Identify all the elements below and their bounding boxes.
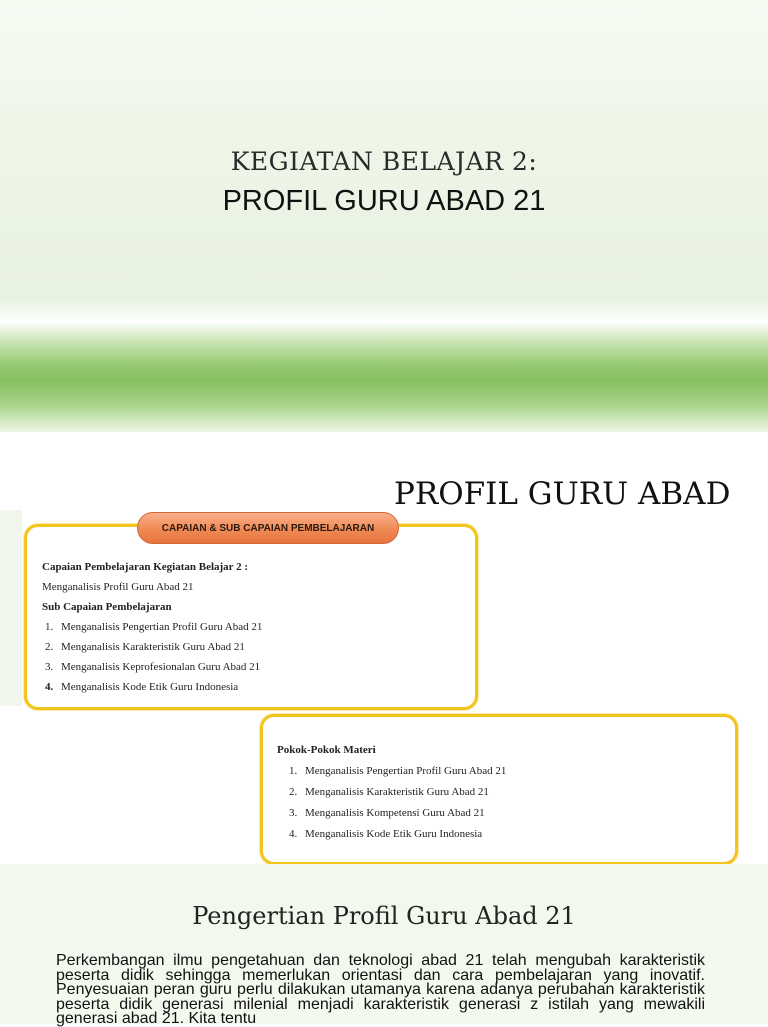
capaian-heading: Capaian Pembelajaran Kegiatan Belajar 2 : [42, 561, 249, 573]
list-text: Menganalisis Pengertian Profil Guru Abad 21 [305, 765, 507, 777]
list-number: 4. [289, 828, 298, 840]
slide-title [0, 0, 768, 432]
slide-heading: Pengertian Profil Guru Abad 21 [192, 902, 576, 930]
pokok-materi-list [277, 765, 717, 849]
list-item [289, 786, 717, 807]
slide-kicker: KEGIATAN BELAJAR 2: [230, 147, 538, 176]
capaian-text: Menganalisis Profil Guru Abad 21 [42, 581, 194, 593]
list-item [289, 765, 717, 786]
list-number: 1. [45, 621, 54, 633]
list-item [45, 641, 462, 661]
slide-heading: PROFIL GURU ABAD [394, 476, 731, 512]
body-paragraph: Perkembangan ilmu pengetahuan dan teknologi abad 21 telah mengubah karakteristik peserta didik sehingga memerlukan orientasi dan cara pembelajaran yang inovatif. Penyesuaian peran guru perlu dilakukan utamanya karena adanya perubahan karakteristik peserta didik generasi milenial menjadi karakteristik generasi z istilah yang mewakili generasi abad 21. Kita tentu [56, 952, 705, 1027]
list-text: Menganalisis Karakteristik Guru Abad 21 [61, 641, 245, 653]
list-number: 4. [45, 681, 54, 693]
slide-objectives [0, 432, 768, 864]
list-item [45, 621, 462, 641]
list-number: 2. [289, 786, 298, 798]
list-item [45, 681, 462, 701]
slide-title-text: PROFIL GURU ABAD 21 [222, 185, 546, 217]
list-number: 1. [289, 765, 298, 777]
list-text: Menganalisis Kode Etik Guru Indonesia [305, 828, 483, 840]
list-text: Menganalisis Karakteristik Guru Abad 21 [305, 786, 489, 798]
list-item [289, 828, 717, 849]
list-item [45, 661, 462, 681]
sub-capaian-list [42, 621, 462, 701]
list-number: 3. [45, 661, 54, 673]
list-text: Menganalisis Keprofesionalan Guru Abad 21 [61, 661, 261, 673]
list-item [289, 807, 717, 828]
list-text: Menganalisis Kode Etik Guru Indonesia [61, 681, 239, 693]
list-text: Menganalisis Kompetensi Guru Abad 21 [305, 807, 485, 819]
capaian-pill-label: CAPAIAN & SUB CAPAIAN PEMBELAJARAN [137, 512, 399, 544]
left-tint-strip [0, 510, 22, 706]
list-text: Menganalisis Pengertian Profil Guru Abad 21 [61, 621, 263, 633]
capaian-content [42, 561, 462, 701]
list-number: 2. [45, 641, 54, 653]
slide-definition [0, 864, 768, 1027]
sub-capaian-heading: Sub Capaian Pembelajaran [42, 601, 172, 613]
pokok-materi-heading: Pokok-Pokok Materi [277, 744, 376, 756]
list-number: 3. [289, 807, 298, 819]
pokok-materi-content [277, 744, 717, 849]
